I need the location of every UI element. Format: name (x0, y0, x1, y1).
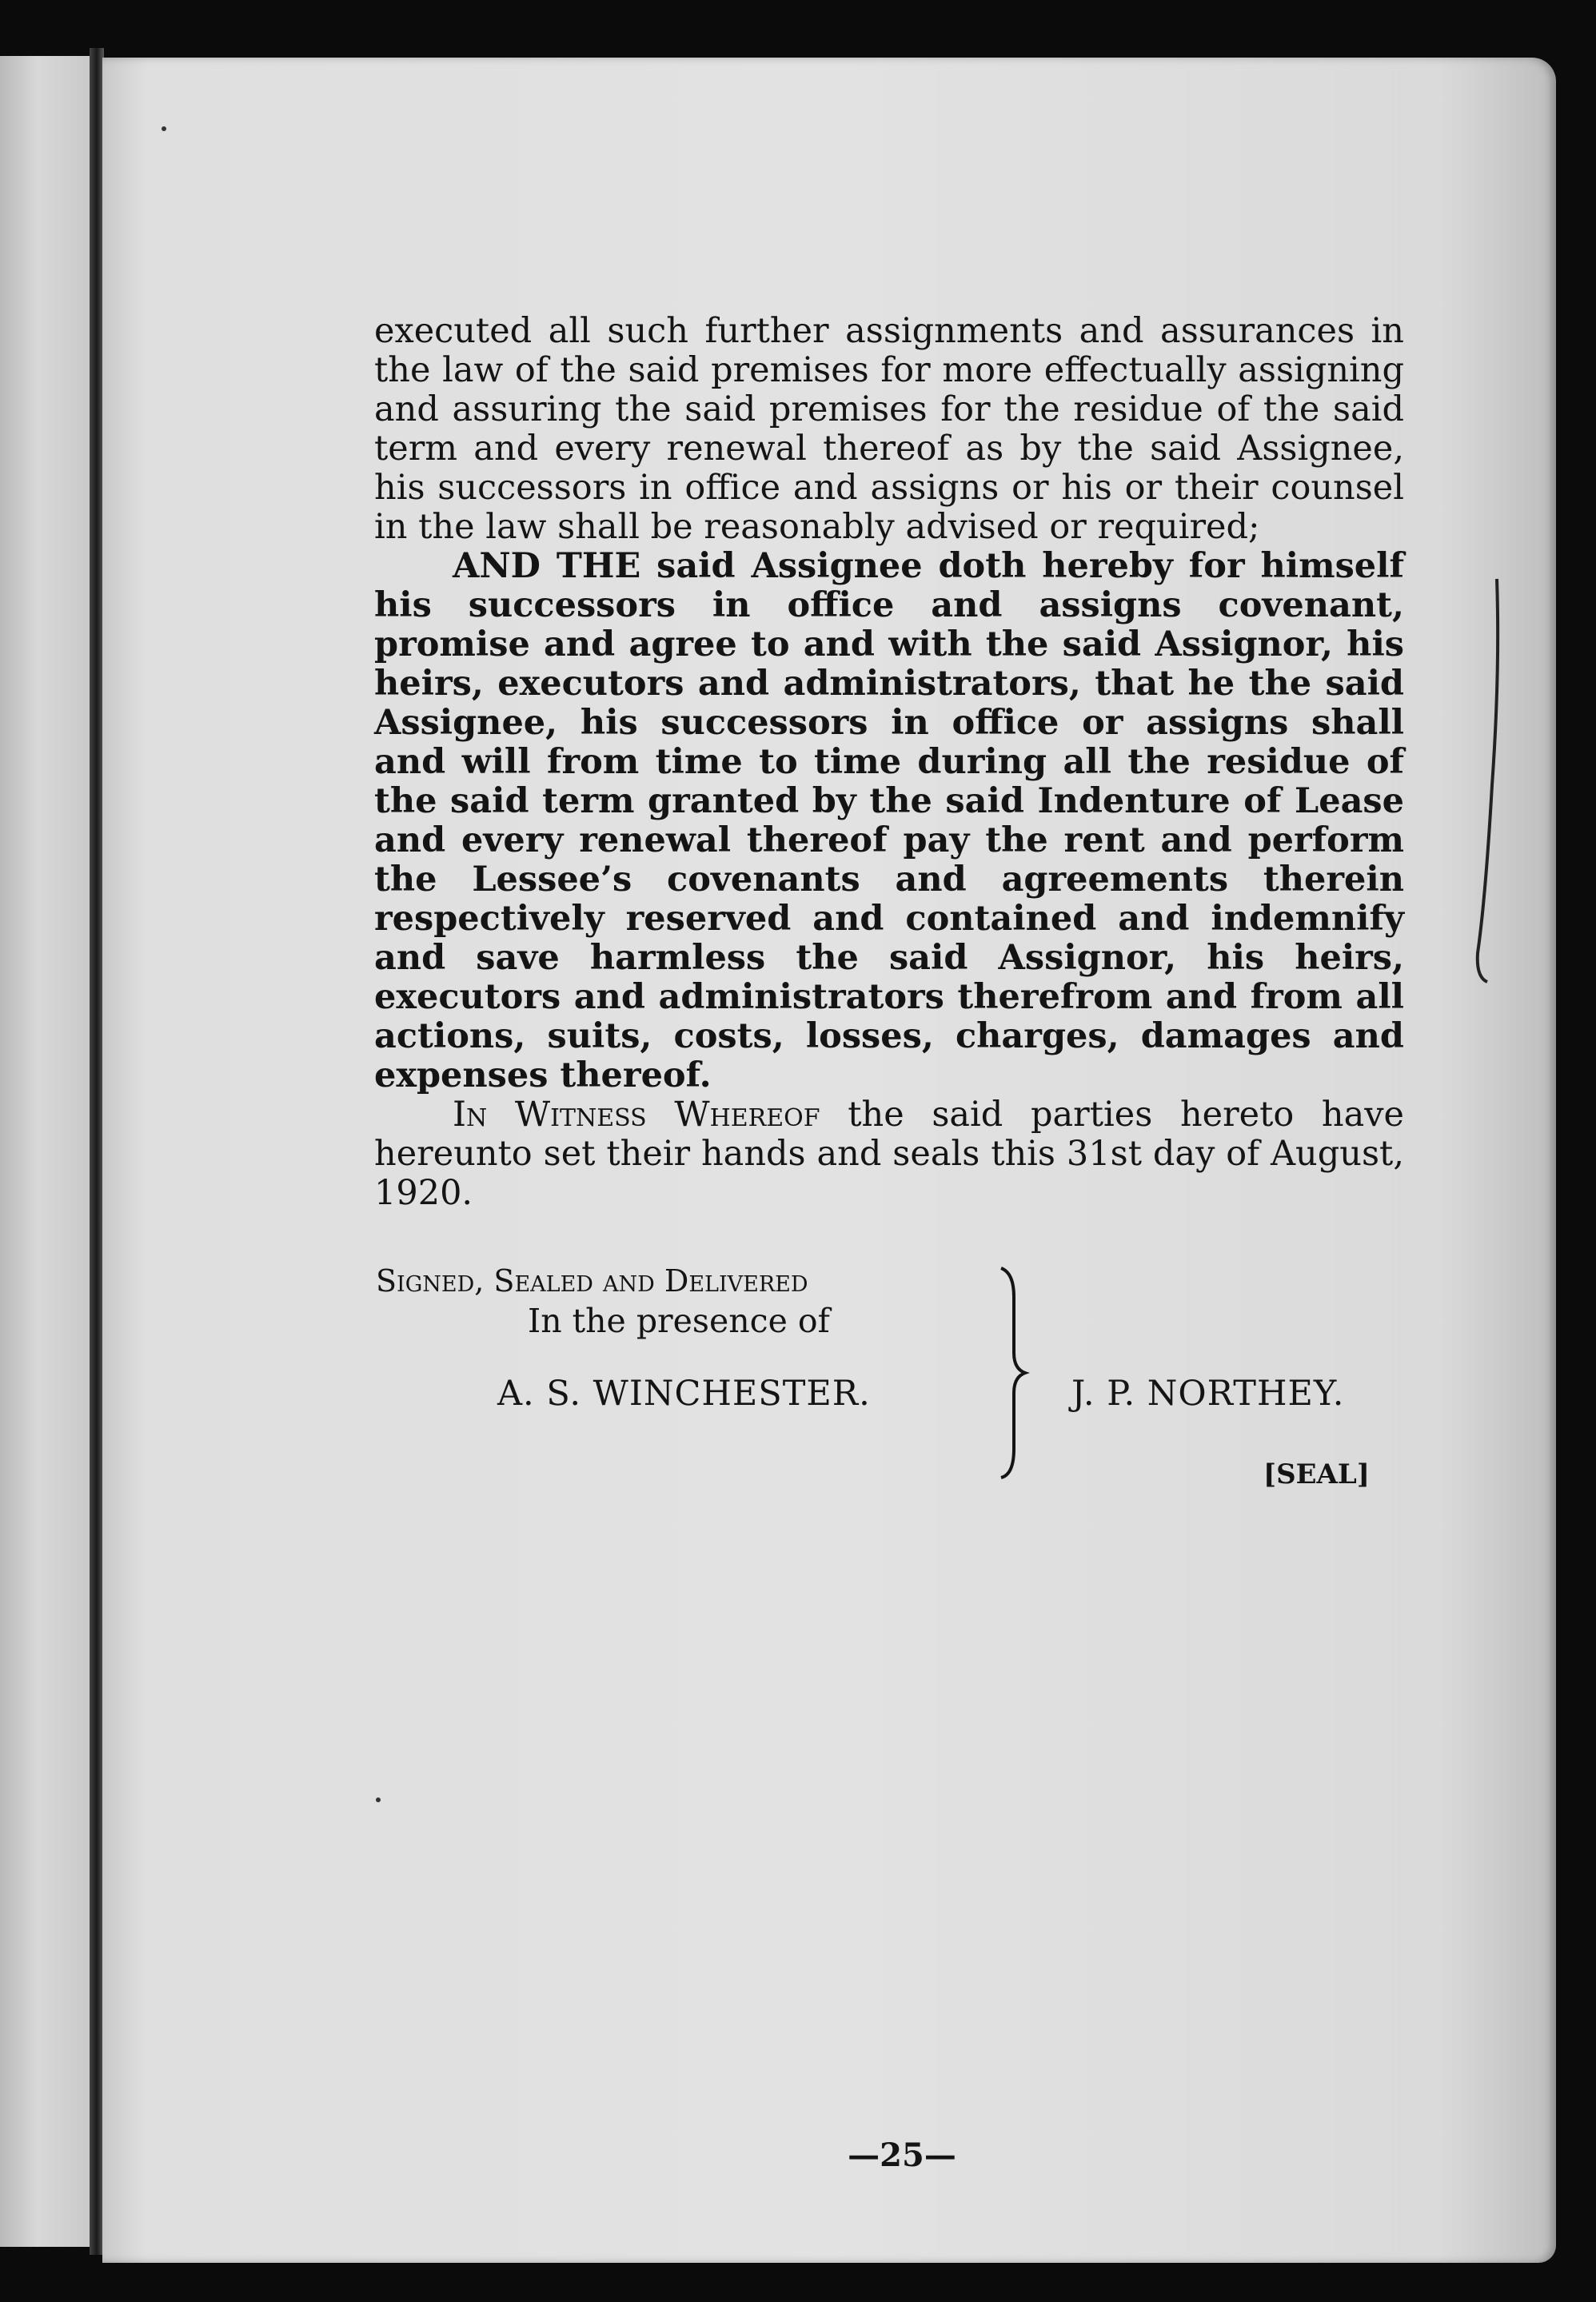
paragraph-assurances: executed all such further assignments and assurances in the law of the said premises for more effectually assigning and assuring the said premises for the residue of the said term and every renewal thereof as by the said Assignee, his successors in office and assigns or his or their counsel in the law shall be reasonably advised or required; (374, 311, 1404, 547)
page-number: —25— (848, 2136, 956, 2174)
document-page (102, 58, 1556, 2263)
witness-clause-rest: the said parties hereto have hereunto set their hands and seals this 31st day of August, 1920. (374, 1095, 1405, 1213)
dust-speck (376, 1797, 381, 1802)
signed-sealed-delivered-label: Signed, Sealed and Delivered (376, 1263, 808, 1299)
paragraph-witness-clause (374, 1095, 1404, 1213)
witness-clause-lead: In Witness Whereof (453, 1095, 820, 1135)
seal-label: [SEAL] (1263, 1458, 1370, 1490)
signer-name: J. P. NORTHEY. (1071, 1374, 1345, 1414)
body-text (374, 312, 1404, 1213)
facing-page-edge (0, 56, 94, 2247)
paragraph-covenant: AND THE said Assignee doth hereby for himself his successors in office and assigns covenant, promise and agree to and with the said Assignor, his heirs, executors and administrators, that he the said Assignee, his successors in office or assigns shall and will from time to time during all the residue of the said term granted by the said Indenture of Lease and every renewal thereof pay the rent and perform the Lessee’s covenants and agreements therein respectively reserved and contained and indemnify and save harmless the said Assignor, his heirs, executors and administrators therefrom and from all actions, suits, costs, losses, charges, damages and expenses thereof. (374, 546, 1404, 1095)
witness-name: A. S. WINCHESTER. (497, 1374, 871, 1414)
dust-speck (162, 126, 166, 131)
in-presence-of-label: In the presence of (528, 1302, 830, 1340)
margin-pencil-mark (1454, 577, 1502, 985)
brace-icon (998, 1265, 1030, 1481)
